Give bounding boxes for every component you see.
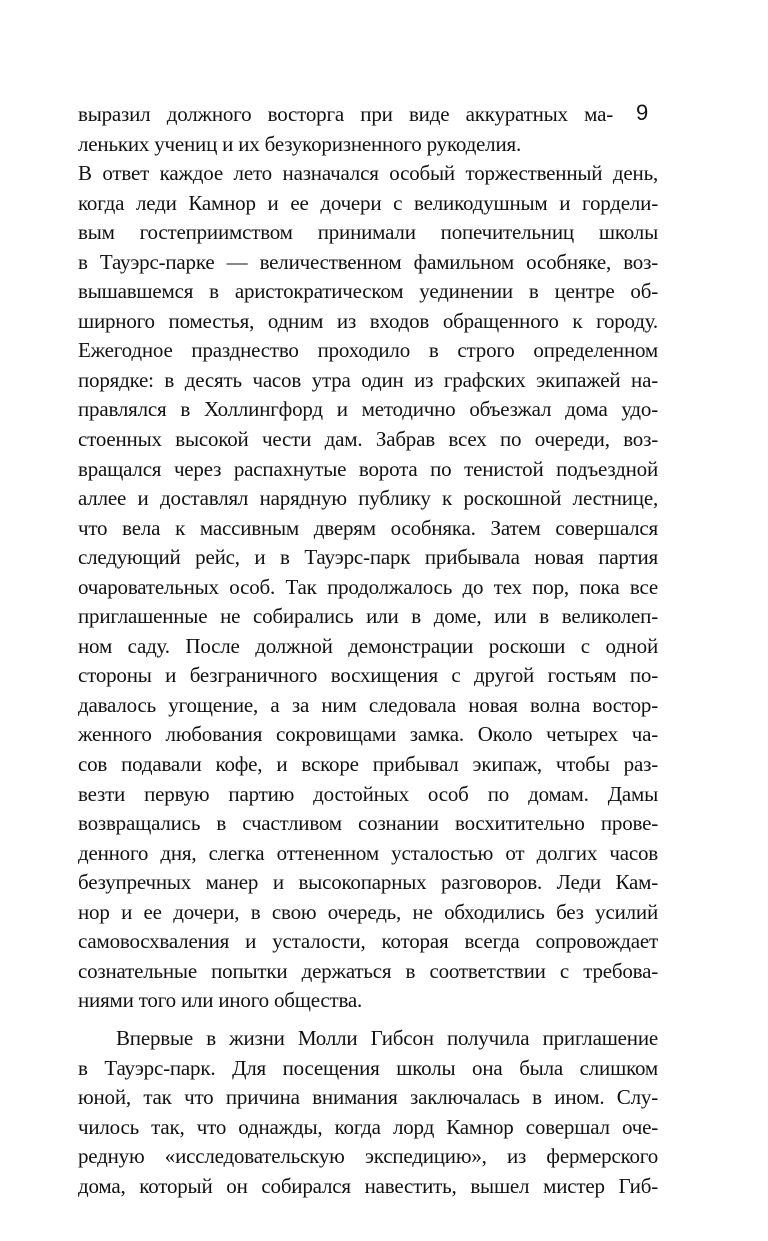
text-line: редную «исследовательскую экспедицию», из фермерского <box>78 1144 658 1169</box>
text-line: следующий рейс, и в Тауэрс-парк прибывала новая партия <box>78 545 658 570</box>
text-line: аллее и доставлял нарядную публику к роскошной лестнице, <box>78 486 658 511</box>
text-line: Впервые в жизни Молли Гибсон получила приглашение <box>116 1025 658 1050</box>
text-line: правлялся в Холлингфорд и методично объезжал дома удо- <box>78 397 658 422</box>
text-line: приглашенные не собирались или в доме, или в великолеп- <box>78 604 658 629</box>
text-line: Ежегодное празднество проходило в строго определенном <box>78 338 658 363</box>
text-line: выразил должного восторга при виде аккуратных ма- <box>78 102 613 126</box>
text-line: стоенных высокой чести дам. Забрав всех по очереди, воз- <box>78 427 658 452</box>
text-line: ниями того или иного общества. <box>78 988 363 1013</box>
text-line: денного дня, слегка оттененном усталостью от долгих часов <box>78 840 658 865</box>
text-line: сознательные попытки держаться в соответствии с требова- <box>78 958 658 983</box>
text-line: возвращались в счастливом сознании восхитительно прове- <box>78 811 658 836</box>
text-line: давалось угощение, а за ним следовала новая волна востор- <box>78 692 658 717</box>
text-line: вым гостеприимством принимали попечительниц школы <box>78 220 658 245</box>
text-line: вращался через распахнутые ворота по тенистой подъездной <box>78 456 658 481</box>
text-line: что вела к массивным дверям особняка. Затем совершался <box>78 515 658 540</box>
text-line: порядке: в десять часов утра один из графских экипажей на- <box>78 367 658 392</box>
text-line: ном саду. После должной демонстрации роскоши с одной <box>78 633 658 658</box>
text-line: юной, так что причина внимания заключалась в ином. Слу- <box>78 1085 658 1110</box>
text-line: в Тауэрс-парке — величественном фамильном особняке, воз- <box>78 249 658 274</box>
text-line: В ответ каждое лето назначался особый торжественный день, <box>78 161 658 186</box>
text-line: вышавшемся в аристократическом уединении в центре об- <box>78 279 658 304</box>
text-line: ширного поместья, одним из входов обращенного к городу. <box>78 308 658 333</box>
text-line: очаровательных особ. Так продолжалось до тех пор, пока все <box>78 574 658 599</box>
text-line: безупречных манер и высокопарных разговоров. Леди Кам- <box>78 870 658 895</box>
page-number: 9 <box>636 100 649 125</box>
text-line: нор и ее дочери, в свою очередь, не обходились без усилий <box>78 899 658 924</box>
text-line: когда леди Камнор и ее дочери с великодушным и гордели- <box>78 190 658 215</box>
text-line: везти первую партию достойных особ по домам. Дамы <box>78 781 658 806</box>
text-line: женного любования сокровищами замка. Около четырех ча- <box>78 722 658 747</box>
text-line: сов подавали кофе, и вскоре прибывал экипаж, чтобы раз- <box>78 752 658 777</box>
text-line: стороны и безграничного восхищения с другой гостьям по- <box>78 663 658 688</box>
text-line: дома, который он собирался навестить, вышел мистер Гиб- <box>78 1173 658 1198</box>
text-line: чилось так, что однажды, когда лорд Камнор совершал оче- <box>78 1114 658 1139</box>
text-line: самовосхваления и усталости, которая всегда сопровождает <box>78 929 658 954</box>
body-text <box>78 100 658 1201</box>
text-line: в Тауэрс-парк. Для посещения школы она была слишком <box>78 1055 658 1080</box>
text-line: леньких учениц и их безукоризненного рукоделия. <box>78 131 522 156</box>
